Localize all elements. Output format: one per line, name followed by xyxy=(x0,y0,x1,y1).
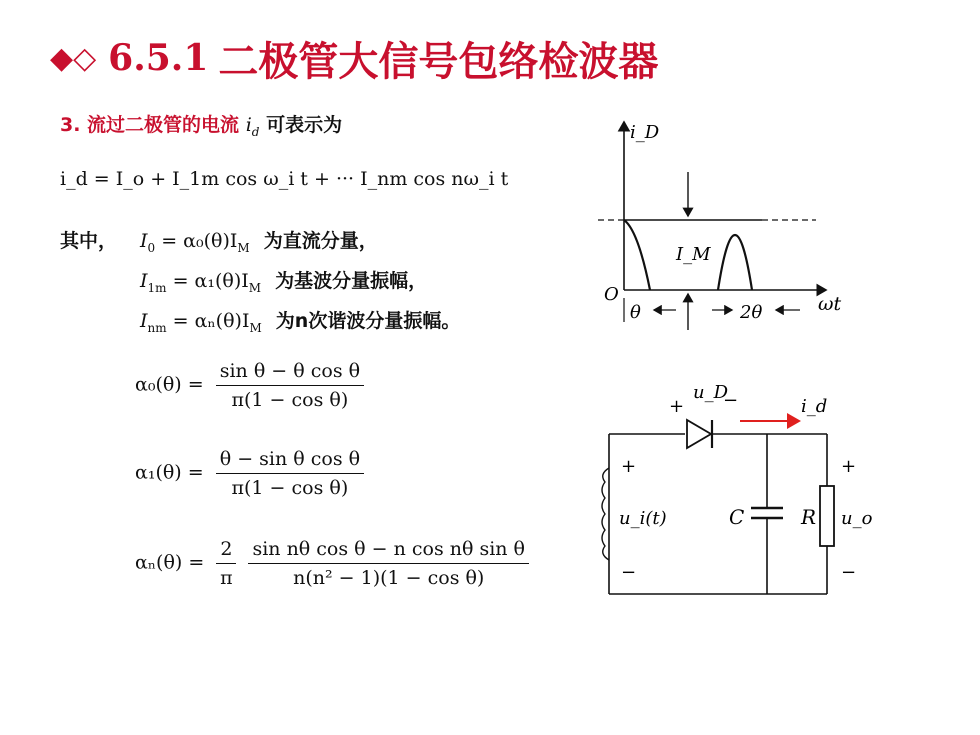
alpha0-formula: α₀(θ) = $\frac{\text{sin θ − θ cos θ}}{\text{π(1 − cos θ)}}$ xyxy=(135,360,364,411)
section-title: 二极管大信号包络检波器 xyxy=(218,38,659,85)
output-plus: + xyxy=(841,456,857,477)
def-dc-component: $I_0 = \alpha_0(\theta)I_M$ 为直流分量， xyxy=(140,230,378,255)
diode-minus: − xyxy=(723,390,739,411)
current-symbol: $i_d$ xyxy=(245,114,260,139)
def-fundamental-component: $I_{1m} = \alpha_1(\theta)I_M$ 为基波分量振幅， xyxy=(140,270,428,295)
origin-label: O xyxy=(604,284,619,305)
diode-plus: + xyxy=(669,396,685,417)
section-number: 6.5.1 xyxy=(108,37,209,79)
pulse-2 xyxy=(718,235,752,290)
envelope-detector-circuit xyxy=(595,368,875,608)
where-label: 其中， xyxy=(60,230,118,252)
page-title xyxy=(50,28,658,88)
resistor-label: R xyxy=(801,505,817,529)
input-coil-icon xyxy=(602,468,609,560)
x-axis-label: ωt xyxy=(818,293,842,315)
subheading xyxy=(60,110,342,139)
diode-voltage-label: u_D xyxy=(693,382,729,403)
subheading-tail: 可表示为 xyxy=(266,114,343,136)
alphan-formula: αₙ(θ) = $\frac{2}{\pi}$ $\frac{\text{sin nθ cos θ − n cos nθ sin θ}}{\text{n(n² − 1)(1 − cos θ)}}$ xyxy=(135,538,529,589)
input-plus: + xyxy=(621,456,637,477)
theta-label: θ xyxy=(630,302,641,323)
resistor-icon xyxy=(820,486,834,546)
output-label: u_o xyxy=(841,508,873,529)
current-expansion-equation: i_d = I_o + I_1m cos ω_i t + ··· I_nm cos nω_i t xyxy=(60,168,509,190)
diamond-icon: ◆◇ xyxy=(50,40,97,76)
two-theta-label: 2θ xyxy=(740,302,763,323)
input-minus: − xyxy=(621,562,637,583)
peak-label: I_M xyxy=(676,244,711,265)
current-label: i_d xyxy=(801,396,828,417)
output-minus: − xyxy=(841,562,857,583)
diode-current-waveform xyxy=(590,110,850,350)
def-nth-harmonic: $I_{nm} = \alpha_n(\theta)I_M$ 为n次谐波分量振幅。 xyxy=(140,310,461,335)
capacitor-label: C xyxy=(729,505,745,529)
y-axis-label: i_D xyxy=(630,122,660,143)
subheading-lead: 3. 流过二极管的电流 xyxy=(60,114,240,136)
alpha1-formula: α₁(θ) = $\frac{\text{θ − sin θ cos θ}}{\text{π(1 − cos θ)}}$ xyxy=(135,448,364,499)
input-label: u_i(t) xyxy=(619,508,667,529)
diode-icon xyxy=(687,420,711,448)
pulse-1 xyxy=(624,220,650,290)
